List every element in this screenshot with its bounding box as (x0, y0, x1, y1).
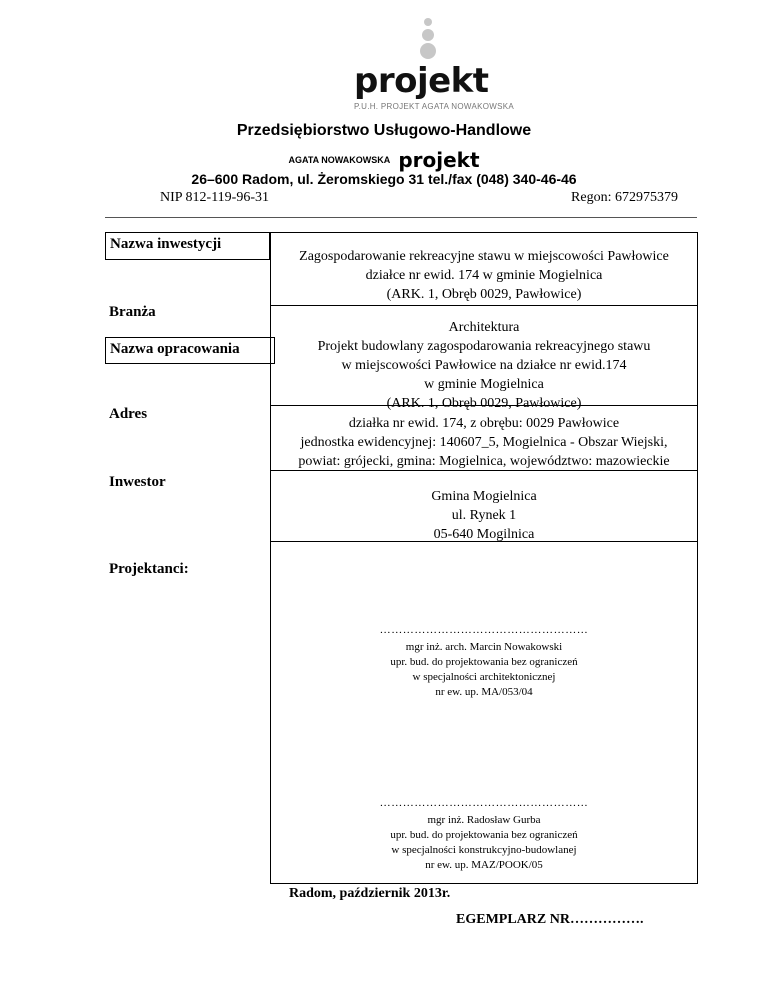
text-line: nr ew. up. MA/053/04 (435, 686, 533, 698)
text-line: 05-640 Mogilnica (433, 527, 535, 542)
text-line: w specjalności konstrukcyjno-budowlanej (391, 844, 577, 856)
label-address: Adres (109, 406, 148, 422)
text-line: upr. bud. do projektowania bez ograniczeń (390, 829, 578, 841)
text-line: w miejscowości Pawłowice na działce nr ewid.174 (341, 358, 627, 373)
investment-name-value (270, 247, 698, 304)
logo-subtitle: P.U.H. PROJEKT AGATA NOWAKOWSKA (354, 102, 514, 111)
nip-number: NIP 812-119-96-31 (160, 190, 270, 205)
text-line: upr. bud. do projektowania bez ograniczeń (390, 656, 578, 668)
designer-2 (270, 813, 698, 873)
text-line: ul. Rynek 1 (451, 508, 517, 523)
text-line: Zagospodarowanie rekreacyjne stawu w miejscowości Pawłowice (299, 249, 669, 264)
text-line: działka nr ewid. 174, z obrębu: 0029 Pawłowice (348, 416, 620, 431)
investor-value (270, 487, 698, 544)
text-line: w gminie Mogielnica (424, 377, 544, 392)
logo-wordmark: projekt (354, 61, 489, 101)
regon-number: Regon: 672975379 (571, 190, 678, 205)
signature-line: ……………………………………………… (379, 797, 589, 809)
document-date: Radom, październik 2013r. (289, 886, 451, 901)
branch-value: Architektura (448, 320, 520, 335)
address-value (270, 414, 698, 471)
text-line: (ARK. 1, Obręb 0029, Pawłowice) (386, 396, 582, 411)
company-logo (348, 18, 514, 114)
text-line: jednostka ewidencyjnej: 140607_5, Mogielnica - Obszar Wiejski, (300, 435, 668, 450)
designer-name: mgr inż. Radosław Gurba (427, 814, 541, 826)
label-investment-name: Nazwa inwestycji (105, 232, 270, 260)
text-line: Gmina Mogielnica (431, 489, 537, 504)
label-branch: Branża (109, 304, 156, 320)
text-line: działce nr ewid. 174 w gminie Mogielnica (365, 268, 603, 283)
row-divider (270, 305, 698, 306)
owner-name: AGATA NOWAKOWSKA (288, 155, 391, 165)
text-line: (ARK. 1, Obręb 0029, Pawłowice) (386, 287, 582, 302)
label-study-name: Nazwa opracowania (105, 337, 275, 364)
owner-brand: projekt (398, 148, 480, 172)
text-line: w specjalności architektonicznej (412, 671, 556, 683)
logo-dot-small (424, 18, 432, 26)
company-address: 26–600 Radom, ul. Żeromskiego 31 tel./fax (048) 340-46-46 (191, 171, 577, 187)
text-line: nr ew. up. MAZ/POOK/05 (425, 859, 543, 871)
designer-1 (270, 640, 698, 700)
label-investor: Inwestor (109, 474, 166, 490)
owner-line (0, 148, 768, 172)
copy-number: EGEMPLARZ NR……………. (456, 912, 644, 927)
logo-dot-large (420, 43, 436, 59)
branch-study-value (270, 318, 698, 413)
signature-line: ……………………………………………… (379, 624, 589, 636)
company-name: Przedsiębiorstwo Usługowo-Handlowe (236, 122, 532, 139)
designer-name: mgr inż. arch. Marcin Nowakowski (405, 641, 563, 653)
logo-dot-medium (422, 29, 434, 41)
text-line: powiat: grójecki, gmina: Mogielnica, województwo: mazowieckie (298, 454, 670, 469)
label-designers: Projektanci: (109, 561, 189, 577)
header-divider (105, 217, 697, 218)
text-line: Projekt budowlany zagospodarowania rekreacyjnego stawu (317, 339, 651, 354)
